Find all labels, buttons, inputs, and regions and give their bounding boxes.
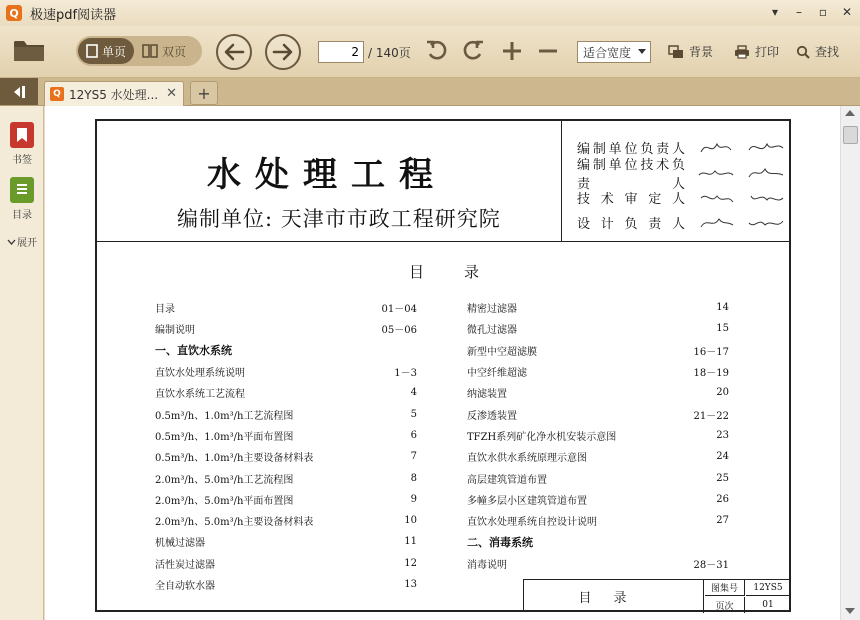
toc-row[interactable] <box>155 489 417 510</box>
toc-row[interactable] <box>467 446 729 467</box>
toc-section-row[interactable] <box>467 531 729 552</box>
double-page-icon <box>142 44 158 58</box>
toc-row-label: 微孔过滤器 <box>467 325 517 337</box>
header-divider <box>97 241 789 242</box>
toc-row[interactable] <box>467 425 729 446</box>
signature-role: 编制单位技术负责人 <box>577 157 687 192</box>
zoom-in-button[interactable] <box>499 38 525 64</box>
toc-row-page: 10 <box>404 515 417 527</box>
rotate-right-button[interactable] <box>460 38 486 64</box>
title-block <box>523 579 789 612</box>
toc-row-label: 精密过滤器 <box>467 304 517 316</box>
toc-row[interactable] <box>155 297 417 318</box>
atlas-number-label: 图集号 <box>705 580 745 596</box>
toc-row[interactable] <box>467 361 729 382</box>
zoom-mode-select[interactable] <box>577 41 651 63</box>
toc-button[interactable] <box>0 177 44 221</box>
background-label: 背景 <box>689 45 714 59</box>
close-window-icon[interactable]: ✕ <box>841 5 853 19</box>
app-logo-icon: Q <box>6 5 22 21</box>
toc-row-label: 编制说明 <box>155 325 195 337</box>
toc-row-label: 直饮水处理系统自控设计说明 <box>467 517 597 529</box>
page-total-label: / 140页 <box>368 46 411 60</box>
handwritten-signature <box>697 213 787 233</box>
toc-row-label: 消毒说明 <box>467 559 507 571</box>
document-title: 水处理工程 <box>207 155 447 195</box>
page-number-label: 页次 <box>705 597 745 613</box>
new-tab-button[interactable] <box>190 81 218 105</box>
handwritten-signature <box>697 138 787 158</box>
single-page-button[interactable] <box>78 38 134 64</box>
print-button[interactable] <box>734 43 779 60</box>
arrow-right-icon <box>272 43 294 61</box>
scroll-up-icon[interactable] <box>845 110 855 116</box>
toc-row[interactable] <box>155 553 417 574</box>
title-bar <box>0 0 860 26</box>
toc-row[interactable] <box>155 467 417 488</box>
collapse-sidebar-icon <box>11 85 27 99</box>
toc-row-page: 15 <box>716 323 729 335</box>
plus-icon: + <box>197 83 211 103</box>
toc-heading: 目录 <box>409 263 520 281</box>
toc-row[interactable] <box>467 318 729 339</box>
view-mode-group <box>76 36 202 66</box>
toc-row-page: 21－22 <box>693 410 729 422</box>
toc-row-page: 01－04 <box>381 304 417 316</box>
toc-row[interactable] <box>155 382 417 403</box>
handwritten-signature <box>697 188 787 208</box>
toc-row-page: 4 <box>410 387 417 399</box>
toc-row-page: 28－31 <box>693 559 729 571</box>
toc-row-page: 18－19 <box>693 368 729 380</box>
double-page-label: 双页 <box>162 44 187 59</box>
signature-role: 编制单位负责人 <box>577 142 687 157</box>
toc-row[interactable] <box>155 403 417 424</box>
toolbar <box>0 26 860 78</box>
toc-row[interactable] <box>155 510 417 531</box>
search-button[interactable] <box>796 43 839 60</box>
signature-role: 设计负责人 <box>577 217 687 232</box>
bookmark-button[interactable] <box>0 122 44 166</box>
toc-row-label: 0.5m³/h、1.0m³/h工艺流程图 <box>155 410 294 422</box>
toc-row[interactable] <box>155 318 417 339</box>
toc-section-row[interactable] <box>155 340 417 361</box>
arrow-left-icon <box>223 43 245 61</box>
search-icon <box>796 45 810 59</box>
vertical-scrollbar[interactable] <box>840 106 860 620</box>
toc-row-label: 纳滤装置 <box>467 389 507 401</box>
scroll-down-icon[interactable] <box>845 608 855 614</box>
toc-row[interactable] <box>155 531 417 552</box>
title-block-name: 目录 <box>524 580 704 613</box>
toc-row-page: 11 <box>404 536 417 548</box>
toc-row-label: 2.0m³/h、5.0m³/h主要设备材料表 <box>155 517 314 529</box>
toc-row-page: 12 <box>404 557 417 569</box>
minus-icon <box>537 40 559 62</box>
toc-row[interactable] <box>467 553 729 574</box>
printer-icon <box>734 45 750 59</box>
toc-row-page: 23 <box>716 429 729 441</box>
toc-row-label: TFZH系列矿化净水机安装示意图 <box>467 431 617 443</box>
toc-row-page: 25 <box>716 472 729 484</box>
toc-row-label: 2.0m³/h、5.0m³/h平面布置图 <box>155 495 294 507</box>
single-page-label: 单页 <box>102 44 127 59</box>
minimize-icon[interactable]: – <box>796 5 802 19</box>
toc-row-label: 0.5m³/h、1.0m³/h主要设备材料表 <box>155 453 314 465</box>
toc-row[interactable] <box>155 361 417 382</box>
toc-row-page: 24 <box>716 451 729 463</box>
toc-left-column <box>155 297 417 595</box>
sidebar-toggle-button[interactable] <box>0 78 38 105</box>
document-org: 编制单位: 天津市市政工程研究院 <box>177 207 501 231</box>
toc-row-page: 20 <box>716 387 729 399</box>
toc-row-label: 直饮水系统工艺流程 <box>155 389 245 401</box>
tab-bar <box>0 78 860 106</box>
toc-row-label: 机械过滤器 <box>155 538 205 550</box>
bookmark-icon <box>10 122 34 148</box>
tab-document[interactable] <box>44 81 184 106</box>
toc-row-label: 中空纤维超滤 <box>467 368 527 380</box>
app-title: 极速pdf阅读器 <box>30 7 117 23</box>
toc-row-label: 活性炭过滤器 <box>155 559 215 571</box>
menu-dropdown-icon[interactable]: ▾ <box>771 5 779 19</box>
toc-row-label: 0.5m³/h、1.0m³/h平面布置图 <box>155 431 294 443</box>
toc-row-label: 目录 <box>155 304 175 316</box>
single-page-icon <box>86 44 98 58</box>
signature-row <box>577 185 787 210</box>
toc-row-page: 1－3 <box>394 368 417 380</box>
toc-icon <box>10 177 34 203</box>
toc-row[interactable] <box>467 403 729 424</box>
toc-row[interactable] <box>155 446 417 467</box>
atlas-number-value: 12YS5 <box>746 580 790 596</box>
bookmark-label: 书签 <box>12 155 32 166</box>
toc-row-label: 一、直饮水系统 <box>155 344 232 358</box>
toc-row[interactable] <box>155 425 417 446</box>
open-file-button[interactable] <box>12 36 46 64</box>
toc-row-page: 16－17 <box>693 346 729 358</box>
expand-button[interactable] <box>0 234 44 249</box>
toc-row-page: 13 <box>404 579 417 590</box>
print-label: 打印 <box>755 45 780 59</box>
toc-row-page: 27 <box>716 515 729 527</box>
toc-row[interactable] <box>467 467 729 488</box>
expand-label: 展开 <box>17 238 37 249</box>
toc-row-page: 7 <box>410 451 417 463</box>
toc-row-label: 直饮水供水系统原理示意图 <box>467 453 587 465</box>
zoom-out-button[interactable] <box>535 38 561 64</box>
rotate-left-icon <box>425 39 449 63</box>
signature-row <box>577 210 787 235</box>
chevron-down-icon <box>638 49 646 54</box>
toc-row-label: 反渗透装置 <box>467 410 517 422</box>
window-controls <box>768 4 854 20</box>
signature-table <box>577 135 787 235</box>
handwritten-signature <box>697 163 787 183</box>
header-divider <box>561 121 562 241</box>
rotate-right-icon <box>461 39 485 63</box>
background-icon <box>668 45 684 59</box>
zoom-mode-value: 适合宽度 <box>583 45 632 60</box>
scroll-thumb[interactable] <box>843 126 858 144</box>
toc-row-page: 8 <box>410 472 417 484</box>
pdf-tab-icon: Q <box>50 87 64 101</box>
toc-row[interactable] <box>467 297 729 318</box>
toc-row-label: 2.0m³/h、5.0m³/h工艺流程图 <box>155 474 294 486</box>
next-page-button[interactable] <box>265 34 301 70</box>
toc-row-page: 05－06 <box>381 325 417 337</box>
toc-label: 目录 <box>12 210 32 221</box>
toc-row-page: 14 <box>716 302 729 314</box>
toc-row[interactable] <box>467 340 729 361</box>
folder-icon <box>12 36 46 64</box>
signature-row <box>577 157 787 192</box>
toc-row[interactable] <box>155 574 417 595</box>
close-tab-icon[interactable]: ✕ <box>166 86 177 101</box>
chevron-down-icon <box>7 239 16 245</box>
maximize-icon[interactable]: ▫ <box>818 5 828 19</box>
toc-row-page: 9 <box>410 493 417 505</box>
toc-row-page: 26 <box>716 493 729 505</box>
background-button[interactable] <box>668 43 713 60</box>
double-page-button[interactable] <box>134 38 194 64</box>
plus-icon <box>501 40 523 62</box>
signature-role: 技术审定人 <box>577 192 687 207</box>
toc-row-page: 6 <box>410 429 417 441</box>
page-number-value: 01 <box>762 600 774 610</box>
toc-right-column <box>467 297 729 574</box>
tab-label: 12YS5 水处理... <box>69 87 159 102</box>
toc-row-label: 多幢多层小区建筑管道布置 <box>467 495 587 507</box>
search-label: 查找 <box>815 45 840 59</box>
document-viewport[interactable] <box>45 106 840 620</box>
toc-row-label: 高层建筑管道布置 <box>467 474 547 486</box>
prev-page-button[interactable] <box>216 34 252 70</box>
toc-row-label: 二、消毒系统 <box>467 535 533 549</box>
toc-row-label: 新型中空超滤膜 <box>467 346 537 358</box>
toc-row-page: 5 <box>410 408 417 420</box>
toc-row[interactable] <box>467 510 729 531</box>
rotate-left-button[interactable] <box>424 38 450 64</box>
left-panel <box>0 106 44 620</box>
toc-row[interactable] <box>467 489 729 510</box>
toc-row-label: 直饮水处理系统说明 <box>155 368 245 380</box>
toc-row[interactable] <box>467 382 729 403</box>
pdf-page <box>95 119 791 612</box>
page-number-input[interactable] <box>318 41 364 63</box>
toc-row-label: 全自动软水器 <box>155 581 215 592</box>
